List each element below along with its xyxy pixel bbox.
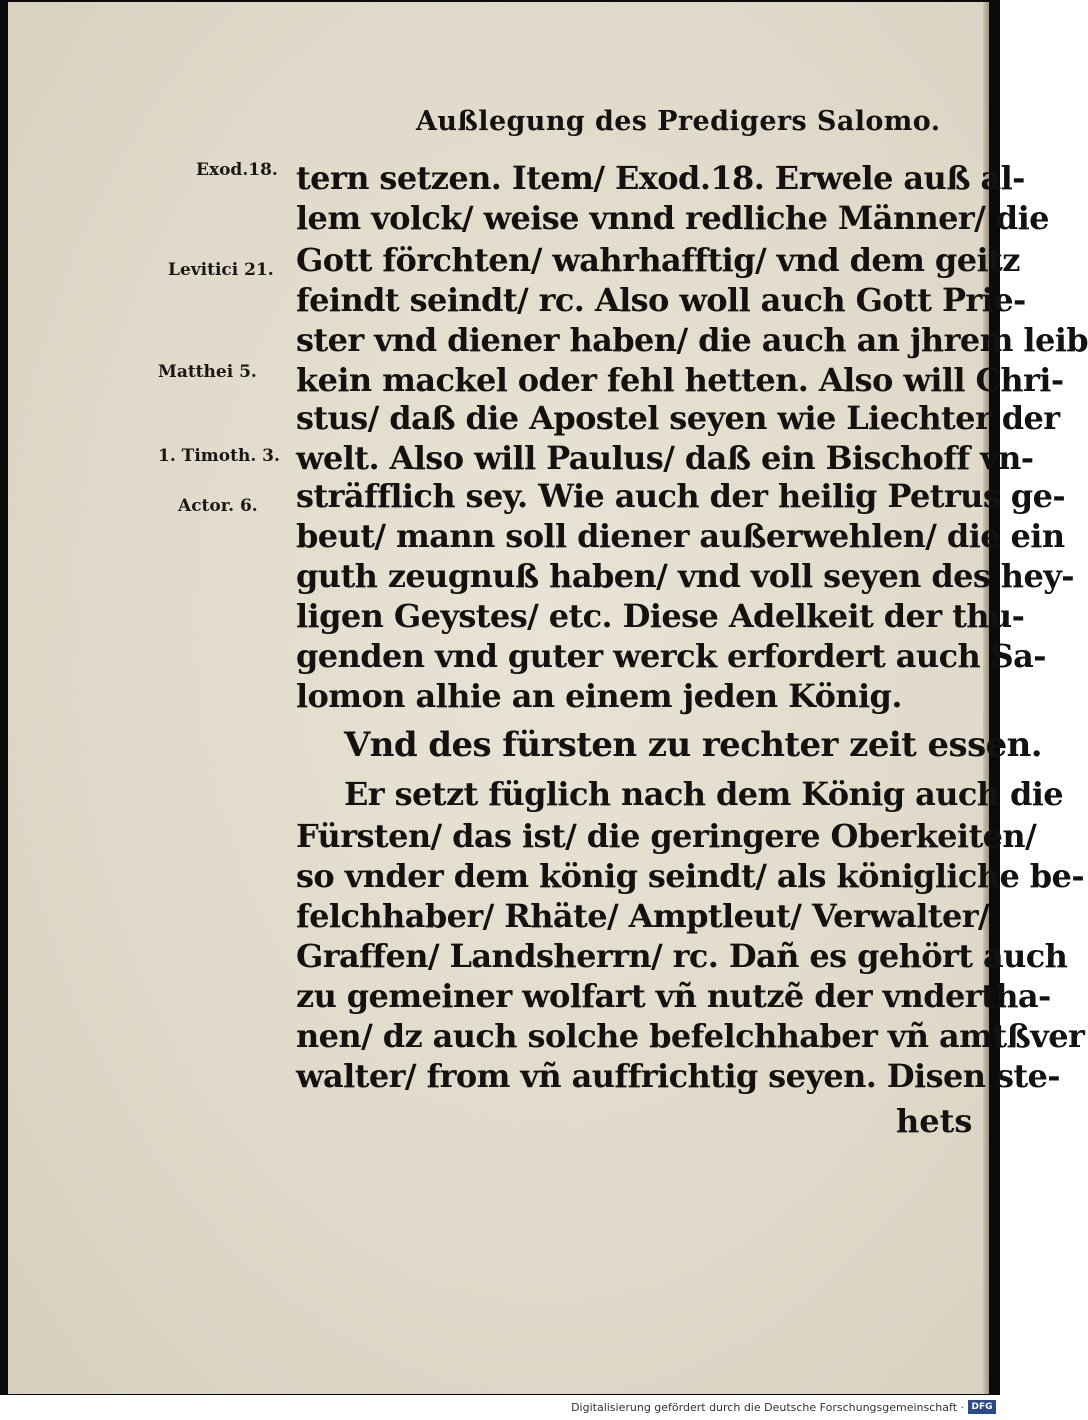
text-line: ster vnd diener haben/ die auch an jhrem leib (296, 321, 1088, 359)
text-line: nen/ dz auch solche befelchhaber vñ amtßver (296, 1017, 1085, 1055)
text-line: welt. Also will Paulus/ daß ein Bischoff vn- (296, 439, 1034, 477)
text-line: walter/ from vñ auffrichtig seyen. Disen ste- (296, 1057, 1060, 1095)
marginal-gloss-timoth: 1. Timoth. 3. (158, 446, 280, 466)
text-line: genden vnd guter werck erfordert auch Sa- (296, 637, 1046, 675)
marginal-gloss-exod: Exod.18. (196, 160, 278, 180)
text-line: zu gemeiner wolfart vñ nutzẽ der vndertha- (296, 977, 1051, 1015)
book-page (8, 2, 1088, 1394)
marginal-gloss-actor: Actor. 6. (178, 496, 258, 516)
text-line: Fürsten/ das ist/ die geringere Oberkeiten/ (296, 817, 1037, 855)
marginal-gloss-matthei: Matthei 5. (158, 362, 257, 382)
text-line: ligen Geystes/ etc. Diese Adelkeit der thu- (296, 597, 1025, 635)
text-line: lomon alhie an einem jeden König. (296, 677, 902, 715)
text-line: guth zeugnuß haben/ vnd voll seyen des hey- (296, 557, 1074, 595)
text-line: feindt seindt/ rc. Also woll auch Gott Prie- (296, 281, 1026, 319)
footer-bar (0, 1396, 1000, 1420)
running-head: Außlegung des Predigers Salomo. (416, 106, 941, 137)
text-line: sträfflich sey. Wie auch der heilig Petrus ge- (296, 477, 1066, 515)
text-line: tern setzen. Item/ Exod.18. Erwele auß al- (296, 159, 1025, 197)
marginal-gloss-levitici: Levitici 21. (168, 260, 274, 280)
text-line: lem volck/ weise vnnd redliche Männer/ die (296, 199, 1049, 237)
text-line: Er setzt füglich nach dem König auch die (344, 775, 1064, 813)
section-heading: Vnd des fürsten zu rechter zeit essen. (344, 725, 1043, 765)
text-line: stus/ daß die Apostel seyen wie Liechter der (296, 399, 1060, 437)
text-line: Graffen/ Landsherrn/ rc. Dañ es gehört auch (296, 937, 1068, 975)
text-line: felchhaber/ Rhäte/ Amptleut/ Verwalter/ (296, 897, 990, 935)
text-line: beut/ mann soll diener außerwehlen/ die ein (296, 517, 1065, 555)
text-line: so vnder dem könig seindt/ als königliche be- (296, 857, 1085, 895)
dfg-logo-icon: DFG (968, 1400, 996, 1414)
text-line: Gott förchten/ wahrhafftig/ vnd dem geitz (296, 241, 1020, 279)
catchword: hets (896, 1102, 973, 1140)
text-line: kein mackel oder fehl hetten. Also will Chri- (296, 361, 1064, 399)
footer-credit: Digitalisierung gefördert durch die Deutsche Forschungsgemeinschaft · (571, 1401, 964, 1414)
